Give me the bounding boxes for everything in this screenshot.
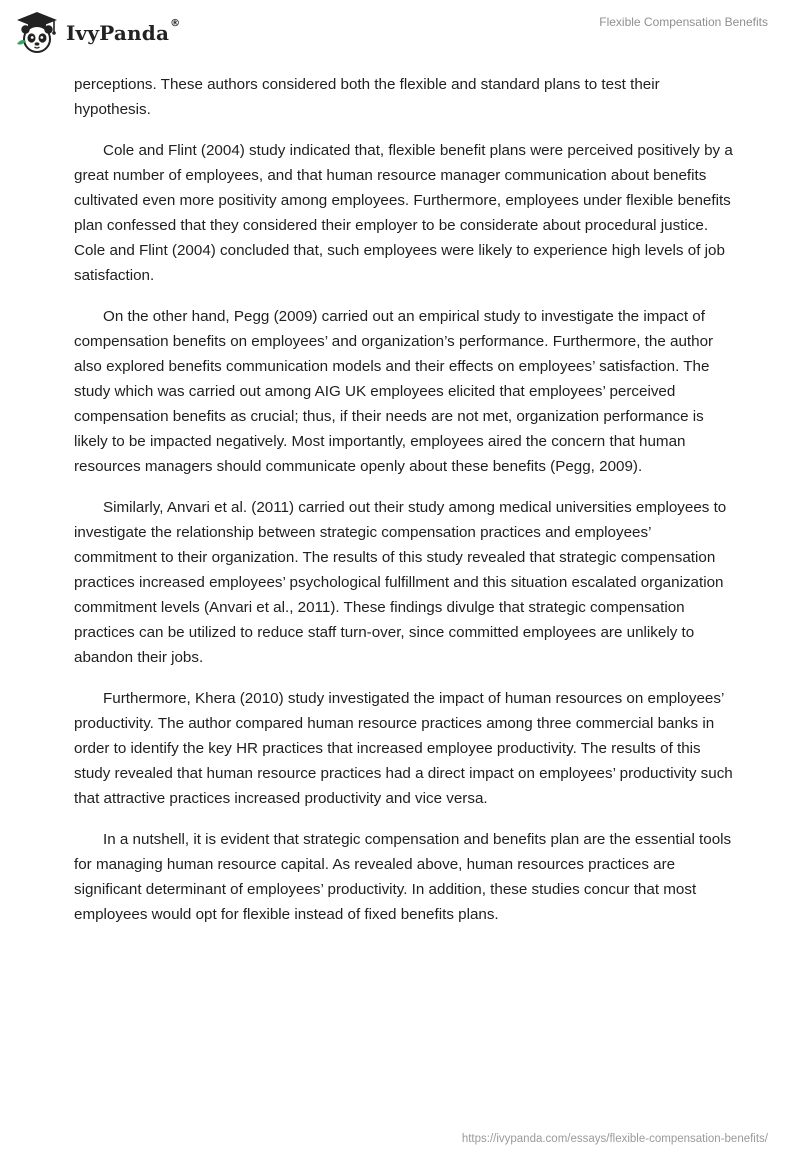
source-url-link[interactable]: https://ivypanda.com/essays/flexible-compensation-benefits/ <box>461 1133 768 1145</box>
registered-mark: ® <box>170 18 181 29</box>
paragraph-cole-flint: Cole and Flint (2004) study indicated that, flexible benefit plans were perceived positively by a great number of employees, and that human resource manager communication about benefits cultivated even more positivity among employees. Furthermore, employees under flexible benefits plan confessed that they considered their employer to be considerate about procedural justice. Cole and Flint (2004) concluded that, such employees were likely to experience high levels of job satisfaction. <box>74 142 733 284</box>
paragraph-anvari: Similarly, Anvari et al. (2011) carried out their study among medical universities employees to investigate the relationship between strategic compensation practices and employees’ commitment to their organization. The results of this study revealed that strategic compensation practices increased employees’ psychological fulfillment and this situation escalated organization commitment levels (Anvari et al., 2011). These findings divulge that strategic compensation practices can be utilized to reduce staff turn-over, since committed employees are unlikely to abandon their jobs. <box>74 499 727 666</box>
paragraph-continued: perceptions. These authors considered both the flexible and standard plans to test their hypothesis. <box>74 76 660 118</box>
document-title: Flexible Compensation Benefits <box>599 15 768 29</box>
paragraph-conclusion: In a nutshell, it is evident that strategic compensation and benefits plan are the essential tools for managing human resource capital. As revealed above, human resources practices are significant determinant of employees’ productivity. In addition, these studies concur that most employees would opt for flexible instead of fixed benefits plans. <box>74 831 732 923</box>
paragraph-pegg: On the other hand, Pegg (2009) carried out an empirical study to investigate the impact of compensation benefits on employees’ and organization’s performance. Furthermore, the author also explored benefits communication models and their effects on employees’ satisfaction. The study which was carried out among AIG UK employees elicited that employees’ perceived compensation benefits as crucial; thus, if their needs are not met, organization performance is likely to be impacted negatively. Most importantly, employees aired the concern that human resources managers should communicate openly about these benefits (Pegg, 2009). <box>74 308 714 475</box>
panda-graduation-cap-icon <box>14 10 60 54</box>
brand-name: IvyPanda® <box>66 18 181 45</box>
essay-body <box>74 72 734 943</box>
paragraph-khera: Furthermore, Khera (2010) study investigated the impact of human resources on employees’ productivity. The author compared human resource practices among three commercial banks in order to identify the key HR practices that increased employee productivity. The results of this study revealed that human resource practices had a direct impact on employees’ productivity such that attractive practices increased productivity and vice versa. <box>74 690 733 807</box>
page-header <box>0 0 800 60</box>
ivypanda-logo[interactable] <box>14 10 180 54</box>
